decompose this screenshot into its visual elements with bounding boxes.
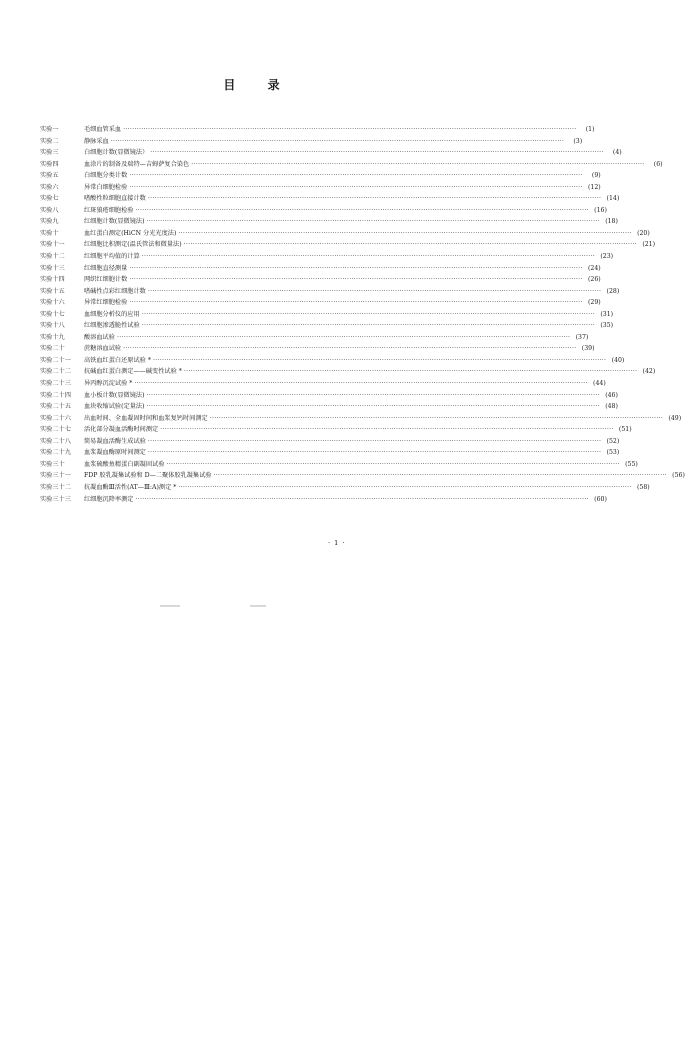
toc-entry-number: 实验二十六 — [40, 414, 71, 422]
toc-entry — [40, 401, 618, 413]
toc-leader-dots: ········································································································································································································ — [129, 183, 583, 191]
toc-entry — [40, 216, 618, 228]
toc-entry-number: 实验二 — [40, 137, 59, 145]
toc-entry-page: (53) — [606, 449, 620, 457]
toc-entry — [40, 459, 638, 471]
toc-leader-dots: ········································································································································································································ — [166, 460, 620, 468]
toc-leader-dots: ········································································································································································································ — [209, 414, 664, 422]
toc-entry-page: (56) — [672, 472, 685, 480]
toc-entry — [40, 309, 614, 321]
toc-entry-number: 实验十一 — [40, 241, 65, 249]
toc-entry-number: 实验二十 — [40, 345, 65, 353]
toc-entry — [40, 366, 656, 378]
toc-entry-page: (29) — [587, 299, 601, 307]
toc-entry-page: (60) — [594, 495, 607, 503]
toc-entry-title: 活化部分凝血活酶时间测定 — [84, 426, 159, 434]
toc-entry-page: (18) — [605, 218, 618, 226]
toc-leader-dots: ········································································································································································································ — [183, 241, 638, 249]
toc-entry-title: 血浆凝血酶原时间测定 — [84, 449, 146, 457]
toc-entry-page: (52) — [606, 437, 620, 445]
toc-entry — [40, 228, 650, 240]
toc-entry-number: 实验九 — [40, 218, 59, 226]
toc-entry — [40, 159, 663, 171]
toc-entry-page: (55) — [625, 460, 638, 468]
toc-leader-dots: ········································································································································································································ — [123, 126, 577, 133]
toc-leader-dots: ········································································································································································································ — [135, 495, 589, 503]
toc-entry-page: (20) — [637, 229, 650, 237]
toc-entry-number: 实验三十一 — [40, 472, 71, 480]
toc-entry-title: 抗凝血酶Ⅲ活性(AT—Ⅲ:A)测定 * — [84, 483, 177, 491]
scan-mark — [250, 605, 266, 607]
toc-leader-dots: ········································································································································································································ — [129, 276, 583, 284]
toc-entry-number: 实验二十四 — [40, 391, 71, 399]
toc-leader-dots: ········································································································································································································ — [110, 137, 565, 145]
toc-entry-title: 静脉采血 — [84, 137, 109, 145]
toc-entry — [40, 182, 601, 194]
toc-leader-dots: ········································································································································································································ — [146, 391, 600, 399]
toc-entry-number: 实验十七 — [40, 310, 65, 318]
toc-entry-number: 实验十二 — [40, 253, 65, 261]
toc-entry-number: 实验十六 — [40, 299, 65, 307]
toc-entry — [40, 378, 606, 390]
toc-entry-title: 血涂片的制备及瑞特—吉姆萨复合染色 — [84, 160, 190, 168]
toc-entry-number: 实验二十二 — [40, 368, 71, 376]
toc-entry-number: 实验二十一 — [40, 356, 71, 364]
toc-entry-number: 实验六 — [40, 183, 59, 191]
toc-entry — [40, 263, 601, 275]
toc-leader-dots: ········································································································································································································ — [123, 345, 577, 353]
toc-entry-title: 嗜酸性粒细胞直接计数 — [84, 195, 146, 203]
toc-entry-number: 实验四 — [40, 160, 59, 168]
toc-entry — [40, 355, 625, 367]
toc-entry — [40, 274, 601, 286]
toc-entry-title: 嗜碱性点彩红细胞计数 — [84, 287, 146, 295]
toc-entry-number: 实验八 — [40, 206, 59, 214]
toc-entry-page: (46) — [605, 391, 618, 399]
toc-entry-title: 红细胞比积测定(温氏管法和微量法) — [84, 241, 182, 249]
toc-entry-number: 实验三十三 — [40, 495, 71, 503]
toc-entry-number: 实验三十 — [40, 460, 65, 468]
toc-entry-title: FDP 胶乳凝集试验和 D—二聚体胶乳凝集试验 — [84, 472, 212, 480]
toc-entry-number: 实验十九 — [40, 333, 65, 341]
toc-entry — [40, 470, 685, 482]
toc-entry-number: 实验十五 — [40, 287, 65, 295]
toc-entry-page: (35) — [600, 322, 614, 330]
toc-entry-title: 白细胞计数(显微镜法） — [84, 149, 149, 157]
toc-entry-number: 实验五 — [40, 172, 59, 180]
table-of-contents — [40, 124, 685, 505]
toc-leader-dots: ········································································································································································································ — [141, 310, 596, 318]
toc-leader-dots: ········································································································································································································ — [213, 472, 667, 480]
toc-entry-number: 实验一 — [40, 126, 59, 133]
toc-entry-page: (51) — [618, 426, 632, 434]
toc-entry — [40, 297, 601, 309]
toc-entry-page: (31) — [600, 310, 614, 318]
toc-entry-page: (6) — [653, 160, 663, 168]
toc-leader-dots: ········································································································································································································ — [147, 195, 602, 203]
toc-leader-dots: ········································································································································································································ — [178, 229, 632, 237]
toc-entry — [40, 170, 601, 182]
toc-entry-page: (16) — [594, 206, 607, 214]
toc-entry — [40, 424, 632, 436]
toc-entry-number: 实验二十三 — [40, 380, 71, 388]
toc-entry-title: 酸溶血试验 — [84, 333, 115, 341]
toc-entry — [40, 332, 589, 344]
toc-entry-title: 蔗糖溶血试验 — [84, 345, 122, 353]
toc-entry-title: 血细胞分析仪的应用 — [84, 310, 140, 318]
toc-leader-dots: ········································································································································································································ — [129, 299, 583, 307]
toc-entry-page: (1) — [585, 126, 595, 133]
toc-leader-dots: ········································································································································································································ — [129, 172, 583, 180]
toc-entry-number: 实验二十八 — [40, 437, 71, 445]
toc-entry — [40, 343, 595, 355]
toc-entry-number: 实验二十九 — [40, 449, 71, 457]
toc-entry-title: 异常白细胞检验 — [84, 183, 128, 191]
toc-leader-dots: ········································································································································································································ — [183, 368, 638, 376]
toc-entry-title: 高铁血红蛋白还原试验 * — [84, 356, 151, 364]
toc-entry-title: 出血时间、全血凝固时间和血浆复钙时间测定 — [84, 414, 208, 422]
page-number: · 1 · — [328, 539, 346, 547]
toc-entry — [40, 205, 607, 217]
toc-entry-title: 血浆硫酸鱼精蛋白副凝固试验 — [84, 460, 165, 468]
toc-entry-title: 红细胞沉降率测定 — [84, 495, 134, 503]
toc-entry-title: 毛细血管采血 — [84, 126, 122, 133]
toc-entry — [40, 482, 650, 494]
toc-entry — [40, 147, 622, 159]
toc-entry-number: 实验二十五 — [40, 403, 71, 411]
toc-entry-title: 简易凝血活酶生成试验 — [84, 437, 146, 445]
toc-entry-page: (9) — [591, 172, 601, 180]
toc-entry — [40, 436, 620, 448]
toc-entry — [40, 320, 614, 332]
toc-leader-dots: ········································································································································································································ — [147, 437, 602, 445]
toc-entry-number: 实验十 — [40, 229, 59, 237]
toc-leader-dots: ········································································································································································································ — [134, 380, 588, 388]
toc-leader-dots: ········································································································································································································ — [116, 333, 571, 341]
toc-entry-number: 实验十八 — [40, 322, 65, 330]
toc-leader-dots: ········································································································································································································ — [150, 149, 604, 157]
toc-leader-dots: ········································································································································································································ — [147, 287, 602, 295]
toc-entry-title: 红细胞计数(显微镜法) — [84, 218, 145, 226]
toc-entry-title: 抗碱血红蛋白测定——碱变性试验 * — [84, 368, 182, 376]
toc-entry-page: (49) — [668, 414, 682, 422]
toc-entry-page: (23) — [600, 253, 614, 261]
toc-leader-dots: ········································································································································································································ — [146, 403, 600, 411]
toc-leader-dots: ········································································································································································································ — [141, 322, 596, 330]
toc-entry — [40, 390, 618, 402]
toc-entry-page: (26) — [587, 276, 601, 284]
toc-leader-dots: ········································································································································································································ — [147, 449, 602, 457]
toc-entry-page: (39) — [581, 345, 595, 353]
toc-entry-title: 异常红细胞检验 — [84, 299, 128, 307]
toc-entry-page: (28) — [606, 287, 620, 295]
toc-entry-number: 实验十三 — [40, 264, 65, 272]
scan-mark — [160, 605, 180, 607]
toc-entry-page: (58) — [637, 483, 650, 491]
toc-entry — [40, 124, 595, 136]
toc-leader-dots: ········································································································································································································ — [191, 160, 645, 168]
toc-leader-dots: ········································································································································································································ — [178, 483, 632, 491]
toc-entry-title: 红细胞平均值的计算 — [84, 253, 140, 261]
toc-entry-title: 红斑狼疮细胞检验 — [84, 206, 134, 214]
toc-entry-page: (3) — [573, 137, 583, 145]
toc-entry-title: 血红蛋白测定(HiCN 分光光度法) — [84, 229, 177, 237]
toc-entry — [40, 251, 614, 263]
page-title: 目 录 — [223, 78, 281, 92]
toc-leader-dots: ········································································································································································································ — [152, 356, 607, 364]
toc-entry-title: 血块收缩试验(定量法) — [84, 403, 145, 411]
toc-entry-number: 实验三十二 — [40, 483, 71, 491]
toc-leader-dots: ········································································································································································································ — [160, 426, 614, 434]
toc-entry-title: 血小板计数(显微镜法) — [84, 391, 145, 399]
toc-entry-title: 红细胞渗透脆性试验 — [84, 322, 140, 330]
toc-entry-page: (48) — [605, 403, 618, 411]
toc-entry-page: (40) — [611, 356, 625, 364]
toc-entry-page: (12) — [587, 183, 601, 191]
toc-entry-number: 实验七 — [40, 195, 59, 203]
toc-entry — [40, 286, 620, 298]
toc-entry — [40, 136, 583, 148]
toc-entry-number: 实验三 — [40, 149, 59, 157]
toc-entry-number: 实验十四 — [40, 276, 65, 284]
toc-entry — [40, 239, 656, 251]
toc-entry — [40, 193, 620, 205]
toc-entry-page: (44) — [593, 380, 606, 388]
toc-entry-page: (24) — [587, 264, 601, 272]
toc-entry-page: (42) — [642, 368, 656, 376]
toc-entry-page: (21) — [642, 241, 656, 249]
toc-entry-title: 白细胞分类计数 — [84, 172, 128, 180]
toc-entry-number: 实验二十七 — [40, 426, 71, 434]
toc-entry — [40, 494, 607, 506]
toc-leader-dots: ········································································································································································································ — [135, 206, 589, 214]
toc-entry-title: 异丙醇沉淀试验 * — [84, 380, 133, 388]
toc-leader-dots: ········································································································································································································ — [146, 218, 600, 226]
toc-leader-dots: ········································································································································································································ — [141, 253, 596, 261]
toc-entry-page: (14) — [606, 195, 620, 203]
toc-entry — [40, 413, 682, 425]
toc-entry-title: 红细胞直径测量 — [84, 264, 128, 272]
toc-entry-page: (4) — [612, 149, 622, 157]
toc-entry — [40, 447, 620, 459]
toc-leader-dots: ········································································································································································································ — [129, 264, 583, 272]
toc-entry-title: 网织红细胞计数 — [84, 276, 128, 284]
toc-entry-page: (37) — [575, 333, 589, 341]
